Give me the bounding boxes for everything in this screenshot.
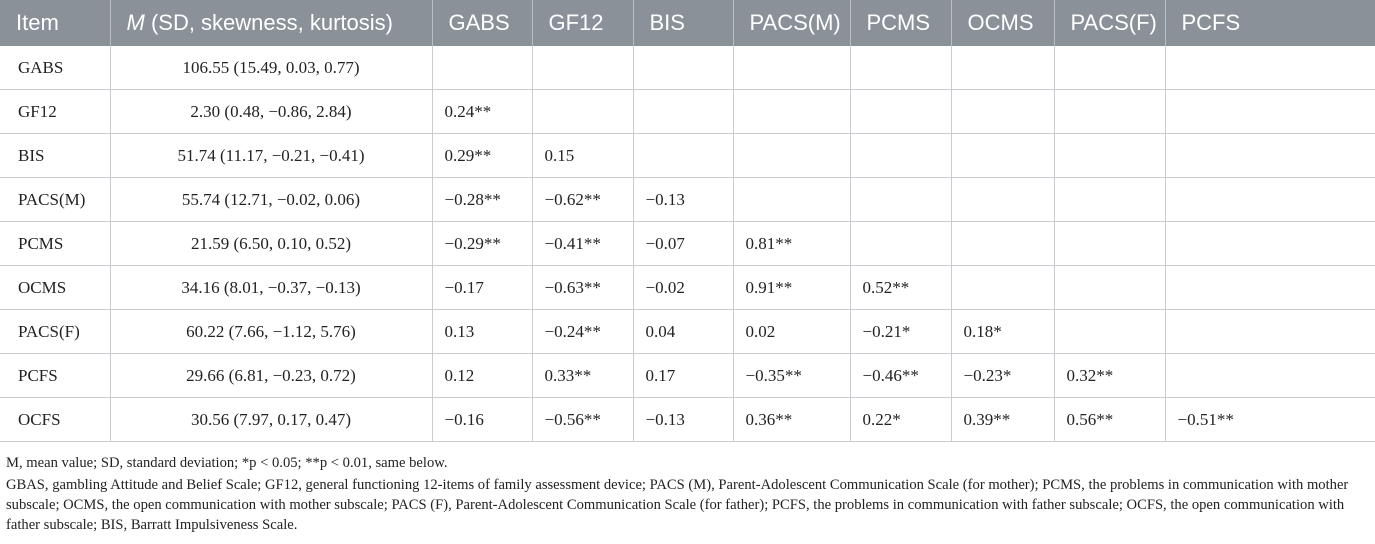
row-mean-sd: 30.56 (7.97, 0.17, 0.47): [110, 398, 432, 442]
row-item: PACS(M): [0, 178, 110, 222]
cell-pacs-m: 0.91**: [733, 266, 850, 310]
row-mean-sd: 34.16 (8.01, −0.37, −0.13): [110, 266, 432, 310]
cell-gabs: 0.29**: [432, 134, 532, 178]
cell-pacs-f: [1054, 134, 1165, 178]
table-row: [0, 46, 1375, 90]
cell-pacs-m: [733, 134, 850, 178]
header-pacs-f: PACS(F): [1054, 0, 1165, 46]
header-item: Item: [0, 0, 110, 46]
cell-gf12: [532, 46, 633, 90]
cell-gf12: −0.24**: [532, 310, 633, 354]
cell-pcms: 0.22*: [850, 398, 951, 442]
row-mean-sd: 2.30 (0.48, −0.86, 2.84): [110, 90, 432, 134]
table-row: [0, 354, 1375, 398]
row-item: GF12: [0, 90, 110, 134]
cell-bis: −0.02: [633, 266, 733, 310]
row-item: GABS: [0, 46, 110, 90]
row-mean-sd: 106.55 (15.49, 0.03, 0.77): [110, 46, 432, 90]
cell-gabs: 0.24**: [432, 90, 532, 134]
cell-ocms: [951, 222, 1054, 266]
header-pacs-m: PACS(M): [733, 0, 850, 46]
cell-pcms: [850, 178, 951, 222]
cell-pacs-f: 0.32**: [1054, 354, 1165, 398]
cell-gf12: [532, 90, 633, 134]
header-mean-sd: [110, 0, 432, 46]
row-item: PACS(F): [0, 310, 110, 354]
footnote-abbreviations-stats: M, mean value; SD, standard deviation; *p < 0.05; **p < 0.01, same below.: [6, 455, 448, 471]
cell-pcms: −0.46**: [850, 354, 951, 398]
header-gf12: GF12: [532, 0, 633, 46]
cell-gabs: −0.17: [432, 266, 532, 310]
cell-ocms: −0.23*: [951, 354, 1054, 398]
cell-bis: 0.04: [633, 310, 733, 354]
cell-ocms: [951, 178, 1054, 222]
table-body: [0, 46, 1375, 442]
cell-pcfs: [1165, 46, 1375, 90]
cell-gabs: 0.13: [432, 310, 532, 354]
cell-pcfs: [1165, 222, 1375, 266]
cell-pcms: 0.52**: [850, 266, 951, 310]
row-item: PCFS: [0, 354, 110, 398]
cell-bis: −0.07: [633, 222, 733, 266]
cell-bis: −0.13: [633, 398, 733, 442]
cell-gabs: −0.16: [432, 398, 532, 442]
cell-ocms: [951, 90, 1054, 134]
table-row: [0, 178, 1375, 222]
cell-pacs-f: [1054, 46, 1165, 90]
row-mean-sd: 51.74 (11.17, −0.21, −0.41): [110, 134, 432, 178]
cell-ocms: [951, 46, 1054, 90]
cell-pacs-f: [1054, 266, 1165, 310]
footnote-abbreviations-scales: GBAS, gambling Attitude and Belief Scale; GF12, general functioning 12-items of family assessment device; PACS (M), Parent-Adolescent Communication Scale (for mother); PCMS, the problems in communication with mother subscale; OCMS, the open communication with mother subscale; PACS (F), Parent-Adolescent Communication Scale (for father); PCFS, the problems in communication with father subscale; OCFS, the open communication with father subscale; BIS, Barratt Impulsiveness Scale.: [6, 477, 1349, 533]
cell-pcms: [850, 222, 951, 266]
cell-ocms: 0.39**: [951, 398, 1054, 442]
cell-pcfs: [1165, 354, 1375, 398]
header-gabs: GABS: [432, 0, 532, 46]
cell-pacs-f: [1054, 310, 1165, 354]
cell-ocms: [951, 266, 1054, 310]
cell-gf12: 0.33**: [532, 354, 633, 398]
row-item: PCMS: [0, 222, 110, 266]
cell-gabs: [432, 46, 532, 90]
cell-pcms: [850, 90, 951, 134]
cell-bis: [633, 134, 733, 178]
row-mean-sd: 55.74 (12.71, −0.02, 0.06): [110, 178, 432, 222]
cell-bis: [633, 46, 733, 90]
table-header-row: [0, 0, 1375, 46]
cell-pcfs: [1165, 310, 1375, 354]
cell-pcfs: [1165, 90, 1375, 134]
cell-gf12: −0.62**: [532, 178, 633, 222]
cell-ocms: 0.18*: [951, 310, 1054, 354]
cell-pcms: [850, 46, 951, 90]
cell-pacs-m: 0.02: [733, 310, 850, 354]
cell-pcfs: [1165, 134, 1375, 178]
cell-gabs: −0.28**: [432, 178, 532, 222]
cell-pacs-m: [733, 178, 850, 222]
cell-pcfs: −0.51**: [1165, 398, 1375, 442]
cell-pcms: [850, 134, 951, 178]
cell-pacs-m: 0.36**: [733, 398, 850, 442]
cell-pacs-f: [1054, 222, 1165, 266]
cell-pcfs: [1165, 266, 1375, 310]
cell-bis: [633, 90, 733, 134]
cell-gabs: −0.29**: [432, 222, 532, 266]
header-bis: BIS: [633, 0, 733, 46]
cell-pcfs: [1165, 178, 1375, 222]
cell-pacs-f: [1054, 178, 1165, 222]
header-ocms: OCMS: [951, 0, 1054, 46]
cell-gf12: −0.56**: [532, 398, 633, 442]
table-row: [0, 134, 1375, 178]
cell-ocms: [951, 134, 1054, 178]
cell-pacs-m: −0.35**: [733, 354, 850, 398]
table-footnotes: [0, 442, 1375, 535]
cell-gf12: −0.41**: [532, 222, 633, 266]
cell-pacs-f: 0.56**: [1054, 398, 1165, 442]
cell-bis: −0.13: [633, 178, 733, 222]
cell-pacs-m: 0.81**: [733, 222, 850, 266]
cell-gabs: 0.12: [432, 354, 532, 398]
row-item: OCMS: [0, 266, 110, 310]
table-row: [0, 90, 1375, 134]
row-mean-sd: 60.22 (7.66, −1.12, 5.76): [110, 310, 432, 354]
cell-pacs-m: [733, 46, 850, 90]
cell-pacs-m: [733, 90, 850, 134]
row-item: OCFS: [0, 398, 110, 442]
table-row: [0, 310, 1375, 354]
table-row: [0, 222, 1375, 266]
header-pcms: PCMS: [850, 0, 951, 46]
cell-gf12: −0.63**: [532, 266, 633, 310]
cell-bis: 0.17: [633, 354, 733, 398]
table-row: [0, 266, 1375, 310]
row-mean-sd: 21.59 (6.50, 0.10, 0.52): [110, 222, 432, 266]
header-mean-symbol: M: [126, 10, 145, 35]
cell-pcms: −0.21*: [850, 310, 951, 354]
header-pcfs: PCFS: [1181, 10, 1241, 35]
row-mean-sd: 29.66 (6.81, −0.23, 0.72): [110, 354, 432, 398]
row-item: BIS: [0, 134, 110, 178]
cell-gf12: 0.15: [532, 134, 633, 178]
cell-pacs-f: [1054, 90, 1165, 134]
table-row: [0, 398, 1375, 442]
header-mean-sd-rest: (SD, skewness, kurtosis): [144, 10, 393, 35]
